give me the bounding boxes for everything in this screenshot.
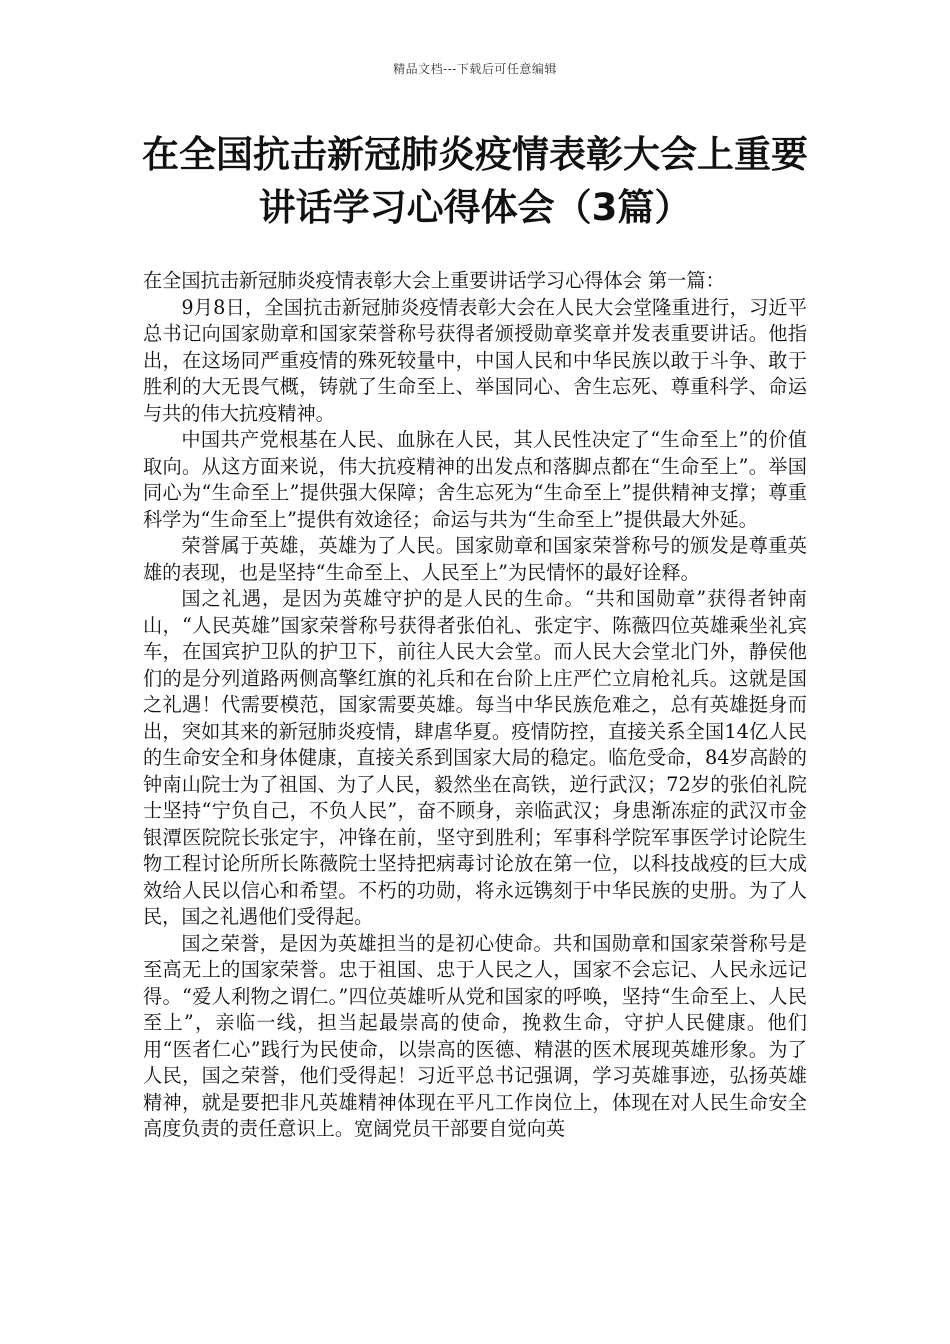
paragraph: 国之荣誉，是因为英雄担当的是初心使命。共和国勋章和国家荣誉称号是至高无上的国家荣誉。忠于祖国、忠于人民之人，国家不会忘记、人民永远记得。“爱人利物之谓仁。”四位英雄听从党和国家的呼唤，坚持“生命至上、人民至上”，亲临一线，担当起最崇高的使命，挽救生命，守护人民健康。他们用“医者仁心”践行为民使命，以崇高的医德、精湛的医术展现英雄形象。为了人民，国之荣誉，他们受得起！习近平总书记强调，学习英雄事迹，弘扬英雄精神，就是要把非凡英雄精神体现在平凡工作岗位上，体现在对人民生命安全高度负责的责任意识上。宽阔党员干部要自觉向英 [143,931,807,1140]
paragraph: 国之礼遇，是因为英雄守护的是人民的生命。“共和国勋章”获得者钟南山，“人民英雄”国家荣誉称号获得者张伯礼、张定宇、陈薇四位英雄乘坐礼宾车，在国宾护卫队的护卫下，前往人民大会堂。而人民大会堂北门外，静侯他们的是分列道路两侧高擎红旗的礼兵和在台阶上庄严伫立肩枪礼兵。这就是国之礼遇！代需要模范，国家需要英雄。每当中华民族危难之，总有英雄挺身而出，突如其来的新冠肺炎疫情，肆虐华夏。疫情防控，直接关系全国14亿人民的生命安全和身体健康，直接关系到国家大局的稳定。临危受命，84岁高龄的钟南山院士为了祖国、为了人民，毅然坐在高铁，逆行武汉；72岁的张伯礼院士坚持“宁负自己，不负人民”，奋不顾身，亲临武汉；身患渐冻症的武汉市金银潭医院院长张定宇，冲锋在前，坚守到胜利；军事科学院军事医学讨论院生物工程讨论所所长陈薇院士坚持把病毒讨论放在第一位，以科技战疫的巨大成效给人民以信心和希望。不朽的功勋，将永远镌刻于中华民族的史册。为了人民，国之礼遇他们受得起。 [143,587,807,928]
section-lead: 在全国抗击新冠肺炎疫情表彰大会上重要讲话学习心得体会 第一篇： [143,269,725,292]
document-body [143,268,807,1143]
document-title: 在全国抗击新冠肺炎疫情表彰大会上重要讲话学习心得体会（3篇） [142,133,808,229]
paragraph: 9月8日，全国抗击新冠肺炎疫情表彰大会在人民大会堂隆重进行，习近平总书记向国家勋章和国家荣誉称号获得者颁授勋章奖章并发表重要讲话。他指出，在这场同严重疫情的殊死较量中，中国人民和中华民族以敢于斗争、敢于胜利的大无畏气概，铸就了生命至上、举国同心、舍生忘死、尊重科学、命运与共的伟大抗疫精神。 [143,295,807,425]
paragraph: 荣誉属于英雄，英雄为了人民。国家勋章和国家荣誉称号的颁发是尊重英雄的表现，也是坚持“生命至上、人民至上”为民情怀的最好诠释。 [143,534,807,584]
paragraph: 中国共产党根基在人民、血脉在人民，其人民性决定了“生命至上”的价值取向。从这方面来说，伟大抗疫精神的出发点和落脚点都在“生命至上”。举国同心为“生命至上”提供强大保障；舍生忘死为“生命至上”提供精神支撑；尊重科学为“生命至上”提供有效途径；命运与共为“生命至上”提供最大外延。 [143,428,807,531]
header-note: 精品文档---下载后可任意编辑 [393,62,557,76]
